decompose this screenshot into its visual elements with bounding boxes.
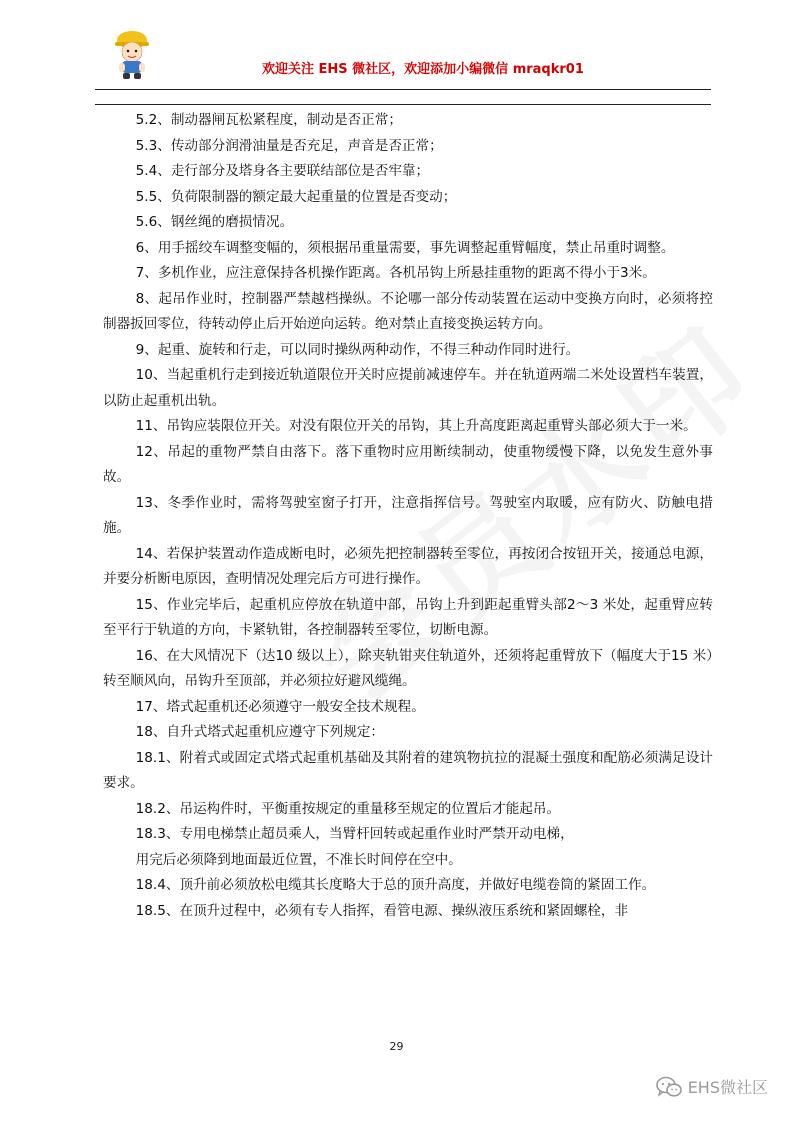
header-banner: 欢迎关注 EHS 微社区，欢迎添加小编微信 mraqkr01	[262, 62, 584, 77]
paragraph: 18.2、吊运构件时，平衡重按规定的重量移至规定的位置后才能起吊。	[135, 800, 561, 817]
paragraph: 17、塔式起重机还必须遵守一般安全技术规程。	[135, 698, 425, 715]
paragraph: 5.4、走行部分及塔身各主要联结部位是否牢靠；	[135, 163, 430, 179]
footer-brand-label: EHS微社区	[687, 1078, 768, 1097]
paragraph: 5.2、制动器闸瓦松紧程度，制动是否正常；	[135, 112, 402, 128]
paragraph: 用完后必须降到地面最近位置，不准长时间停在空中。	[135, 851, 462, 868]
paragraph: 10、当起重机行走到接近轨道限位开关时应提前减速停车。并在轨道两端二米处设置档车装置，以防止起重机出轨。	[103, 367, 713, 409]
paragraph: 11、吊钩应装限位开关。对没有限位开关的吊钩，其上升高度距离起重臂头部必须大于一米。	[135, 418, 697, 434]
paragraph: 8、起吊作业时，控制器严禁越档操纵。不论哪一部分传动装置在运动中变换方向时，必须将控制器扳回零位，待转动停止后开始逆向运转。绝对禁止直接变换运转方向。	[103, 290, 713, 332]
paragraph: 18.4、顶升前必须放松电缆其长度略大于总的顶升高度，并做好电缆卷筒的紧固工作。	[135, 877, 656, 893]
paragraph: 18.3、专用电梯禁止超员乘人，当臂杆回转或起重作业时严禁开动电梯，	[135, 826, 574, 842]
wechat-icon	[656, 1076, 682, 1098]
paragraph: 14、若保护装置动作造成断电时，必须先把控制器转至零位，再按闭合按钮开关，接通总电源，并要分析断电原因，查明情况处理完后方可进行操作。	[103, 545, 713, 587]
paragraph: 5.3、传动部分润滑油量是否充足，声音是否正常；	[135, 137, 443, 154]
cartoon-worker-logo	[107, 28, 157, 82]
document-body	[103, 108, 713, 924]
paragraph: 15、作业完毕后，起重机应停放在轨道中部，吊钩上升到距起重臂头部2～3 米处，起重臂应转至平行于轨道的方向，卡紧轨钳，各控制器转至零位，切断电源。	[103, 596, 713, 638]
header-rule-bottom	[95, 104, 711, 105]
paragraph: 18.5、在顶升过程中，必须有专人指挥，看管电源、操纵液压系统和紧固螺栓，非	[135, 902, 629, 919]
paragraph: 5.6、钢丝绳的磨损情况。	[135, 214, 294, 230]
page-number: 29	[389, 1040, 404, 1053]
paragraph: 18、自升式塔式起重机应遵守下列规定：	[135, 724, 385, 740]
paragraph: 16、在大风情况下（达10 级以上），除夹轨钳夹住轨道外，还须将起重臂放下（幅度大于15 米）转至顺风向，吊钩升至顶部，并必须拉好避风缆绳。	[103, 647, 713, 689]
paragraph: 7、多机作业，应注意保持各机操作距离。各机吊钩上所悬挂重物的距离不得小于3米。	[135, 265, 656, 281]
paragraph: 6、用手摇绞车调整变幅的，须根据吊重量需要，事先调整起重臂幅度，禁止吊重时调整。	[135, 239, 675, 256]
paragraph: 12、吊起的重物严禁自由落下。落下重物时应用断续制动，使重物缓慢下降，以免发生意外事故。	[103, 443, 713, 485]
paragraph: 18.1、附着式或固定式塔式起重机基础及其附着的建筑物抗拉的混凝土强度和配筋必须满足设计要求。	[103, 749, 713, 791]
header-rule-top	[95, 89, 711, 90]
paragraph: 5.5、负荷限制器的额定最大起重量的位置是否变动；	[135, 188, 457, 205]
footer-brand	[656, 1075, 768, 1098]
paragraph: 9、起重、旋转和行走，可以同时操纵两种动作，不得三种动作同时进行。	[135, 341, 580, 358]
paragraph: 13、冬季作业时，需将驾驶室窗子打开，注意指挥信号。驾驶室内取暖，应有防火、防触电措施。	[103, 494, 713, 536]
